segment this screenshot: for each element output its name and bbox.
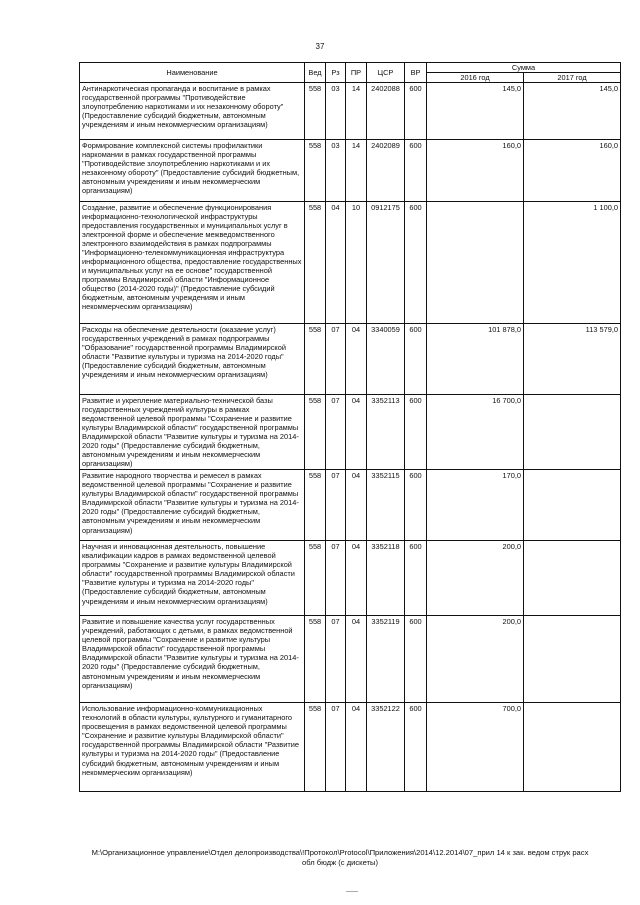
table-row <box>80 83 621 140</box>
cell-y2016: 16 700,0 <box>427 395 524 470</box>
cell-name: Научная и инновационная деятельность, повышение квалификации кадров в рамках ведомственной целевой программы "Сохранение и развитие культуры Владимирской области" государственной программы Владимирской области "Развитие культуры и туризма на 2014-2020 годы" (Предоставление субсидий бюджетным, автономным учреждениям и иным некоммерческим организациям) <box>80 541 305 616</box>
cell-csr: 3340059 <box>367 324 405 395</box>
cell-rz: 07 <box>326 324 346 395</box>
budget-table <box>79 62 621 792</box>
cell-ved: 558 <box>305 703 326 792</box>
header-name: Наименование <box>80 63 305 83</box>
cell-y2017 <box>524 703 621 792</box>
cell-y2017: 113 579,0 <box>524 324 621 395</box>
cell-vr: 600 <box>405 324 427 395</box>
table-row <box>80 470 621 541</box>
cell-y2017 <box>524 395 621 470</box>
cell-vr: 600 <box>405 470 427 541</box>
table-row <box>80 541 621 616</box>
cell-pr: 04 <box>346 616 367 703</box>
cell-vr: 600 <box>405 395 427 470</box>
cell-y2017: 160,0 <box>524 140 621 202</box>
cell-ved: 558 <box>305 395 326 470</box>
cell-vr: 600 <box>405 703 427 792</box>
header-year-2017: 2017 год <box>524 73 621 83</box>
cell-vr: 600 <box>405 140 427 202</box>
cell-y2016 <box>427 202 524 324</box>
cell-rz: 07 <box>326 616 346 703</box>
cell-csr: 3352113 <box>367 395 405 470</box>
cell-csr: 3352122 <box>367 703 405 792</box>
table-body <box>80 83 621 792</box>
cell-y2016: 200,0 <box>427 541 524 616</box>
cell-pr: 04 <box>346 470 367 541</box>
cell-rz: 03 <box>326 83 346 140</box>
cell-vr: 600 <box>405 202 427 324</box>
cell-ved: 558 <box>305 83 326 140</box>
cell-ved: 558 <box>305 541 326 616</box>
header-ved: Вед <box>305 63 326 83</box>
file-path-footer <box>90 848 590 869</box>
cell-pr: 04 <box>346 541 367 616</box>
cell-vr: 600 <box>405 83 427 140</box>
cell-y2017 <box>524 470 621 541</box>
cell-pr: 04 <box>346 395 367 470</box>
header-vr: ВР <box>405 63 427 83</box>
table-row <box>80 202 621 324</box>
header-rz: Рз <box>326 63 346 83</box>
table-row <box>80 324 621 395</box>
cell-y2017: 145,0 <box>524 83 621 140</box>
table-row <box>80 140 621 202</box>
cell-csr: 3352119 <box>367 616 405 703</box>
cell-rz: 07 <box>326 541 346 616</box>
cell-y2016: 145,0 <box>427 83 524 140</box>
cell-name: Развитие и повышение качества услуг государственных учреждений, работающих с детьми, в рамках ведомственной целевой программы "Сохранение и развитие культуры Владимирской области" государственной программы Владимирской области "Развитие культуры и туризма на 2014-2020 годы" (Предоставление субсидий бюджетным, автономным учреждениям и иным некоммерческим организациям) <box>80 616 305 703</box>
cell-csr: 3352118 <box>367 541 405 616</box>
cell-name: Расходы на обеспечение деятельности (оказание услуг) государственных учреждений в рамках подпрограммы "Образование" государственной программы Владимирской области "Развитие культуры и туризма на 2014-2020 годы" (Предоставление субсидий бюджетным, автономным учреждениям и иным некоммерческим организациям) <box>80 324 305 395</box>
cell-ved: 558 <box>305 202 326 324</box>
cell-name: Антинаркотическая пропаганда и воспитание в рамках государственной программы "Противодействие злоупотреблению наркотиками и их незаконному обороту" (Предоставление субсидий бюджетным, автономным учреждениям и иным некоммерческим организациям) <box>80 83 305 140</box>
cell-y2016: 160,0 <box>427 140 524 202</box>
file-path-line2: обл бюдж (с дискеты) <box>301 858 379 868</box>
cell-ved: 558 <box>305 140 326 202</box>
scan-mark <box>346 891 358 892</box>
header-year-2016: 2016 год <box>427 73 524 83</box>
cell-name: Использование информационно-коммуникационных технологий в области культуры, культурного и гуманитарного просвещения в рамках ведомственной целевой программы "Сохранение и развитие культуры Владимирской области" государственной программы Владимирской области "Развитие культуры и туризма на 2014-2020 годы" (Предоставление субсидий бюджетным, автономным учреждениям и иным некоммерческим организациям) <box>80 703 305 792</box>
cell-pr: 10 <box>346 202 367 324</box>
cell-name: Создание, развитие и обеспечение функционирования информационно-технологической инфраструктуры предоставления государственных и муниципальных услуг в электронной форме и обеспечение межведомственного электронного взаимодействия в рамках подпрограммы "Информационно-телекоммуникационная инфраструктура информационного общества, предоставление государственных и муниципальных услуг на ее основе" государственной программы Владимирской области "Информационное общество (2014-2020 годы)" (Предоставление субсидий бюджетным, автономным учреждениям и иным некоммерческим организациям) <box>80 202 305 324</box>
cell-y2016: 170,0 <box>427 470 524 541</box>
page-number: 37 <box>315 42 325 51</box>
cell-ved: 558 <box>305 616 326 703</box>
header-sum: Сумма <box>427 63 621 73</box>
cell-csr: 2402089 <box>367 140 405 202</box>
header-pr: ПР <box>346 63 367 83</box>
cell-y2017: 1 100,0 <box>524 202 621 324</box>
cell-rz: 07 <box>326 470 346 541</box>
cell-pr: 04 <box>346 324 367 395</box>
cell-ved: 558 <box>305 470 326 541</box>
table-row <box>80 395 621 470</box>
cell-rz: 07 <box>326 395 346 470</box>
cell-csr: 3352115 <box>367 470 405 541</box>
cell-pr: 14 <box>346 140 367 202</box>
cell-csr: 0912175 <box>367 202 405 324</box>
cell-name: Формирование комплексной системы профилактики наркомании в рамках государственной программы "Противодействие злоупотреблению наркотиками и их незаконному обороту" (Предоставление субсидий бюджетным, автономным учреждениям и иным некоммерческим организациям) <box>80 140 305 202</box>
cell-vr: 600 <box>405 541 427 616</box>
cell-y2016: 101 878,0 <box>427 324 524 395</box>
cell-csr: 2402088 <box>367 83 405 140</box>
cell-name: Развитие и укрепление материально-технической базы государственных учреждений культуры в рамках ведомственной целевой программы "Сохранение и развитие культуры Владимирской области" государственной программы Владимирской области "Развитие культуры и туризма на 2014-2020 годы" (Предоставление субсидий бюджетным, автономным учреждениям и иным некоммерческим организациям) <box>80 395 305 470</box>
cell-y2016: 200,0 <box>427 616 524 703</box>
cell-y2017 <box>524 541 621 616</box>
cell-ved: 558 <box>305 324 326 395</box>
cell-vr: 600 <box>405 616 427 703</box>
cell-pr: 04 <box>346 703 367 792</box>
table-row <box>80 703 621 792</box>
cell-name: Развитие народного творчества и ремесел в рамках ведомственной целевой программы "Сохранение и развитие культуры Владимирской области" государственной программы Владимирской области "Развитие культуры и туризма на 2014-2020 годы" (Предоставление субсидий бюджетным, автономным учреждениям и иным некоммерческим организациям) <box>80 470 305 541</box>
cell-y2016: 700,0 <box>427 703 524 792</box>
cell-rz: 07 <box>326 703 346 792</box>
header-csr: ЦСР <box>367 63 405 83</box>
cell-rz: 03 <box>326 140 346 202</box>
table-row <box>80 616 621 703</box>
file-path-line1: M:\Организационное управление\Отдел делопроизводства\!Протокол\Protocol\Приложения\2014\12.2014\07_прил 14 к зак. ведом струк расх <box>91 848 589 857</box>
cell-pr: 14 <box>346 83 367 140</box>
cell-rz: 04 <box>326 202 346 324</box>
cell-y2017 <box>524 616 621 703</box>
